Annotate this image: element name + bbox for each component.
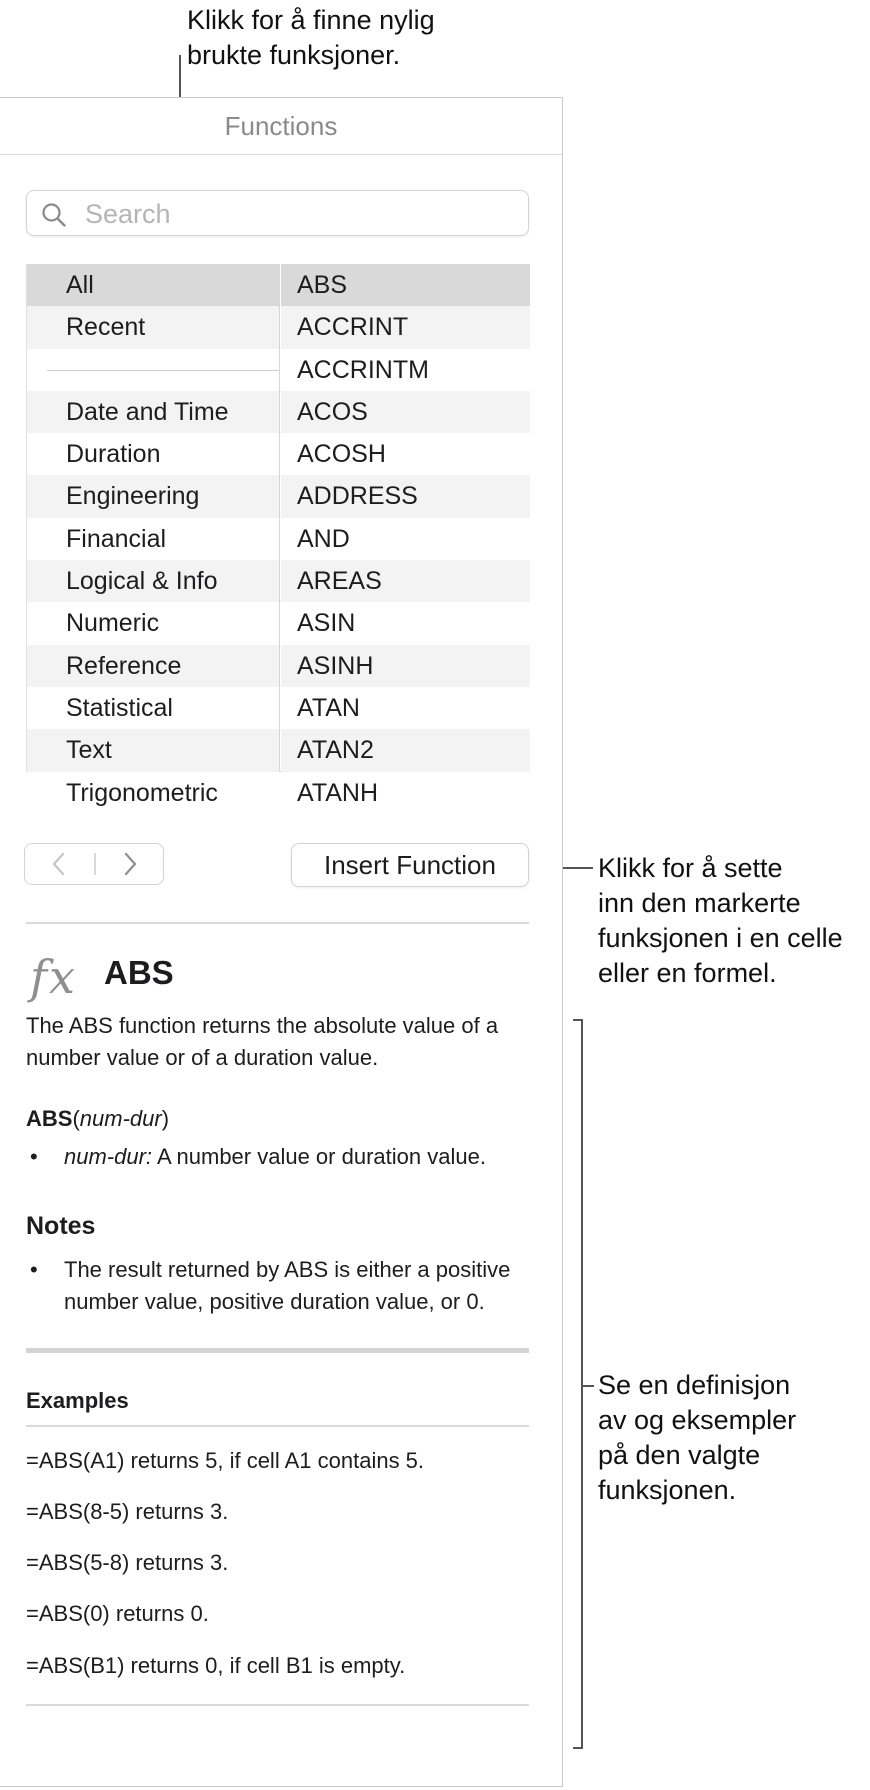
callout-insert-line3: funksjonen i en celle — [598, 923, 843, 953]
param-item — [26, 1141, 526, 1205]
example-item: =ABS(0) returns 0. — [26, 1601, 209, 1626]
syntax-close: ) — [161, 1106, 170, 1131]
function-description: The ABS function returns the absolute value of a number value or of a duration value. — [26, 1013, 499, 1070]
callout-recent-line1: Klikk for å finne nylig — [187, 5, 435, 35]
chevron-right-icon — [96, 844, 164, 884]
note-item — [26, 1254, 526, 1350]
function-browser — [26, 264, 530, 807]
function-item[interactable]: ADDRESS — [281, 475, 530, 517]
param-description: A number value or duration value. — [152, 1144, 486, 1169]
function-item[interactable]: ACOS — [281, 391, 530, 433]
callout-recent-line2: brukte funksjoner. — [187, 40, 401, 70]
category-item[interactable]: Date and Time — [27, 391, 279, 433]
back-button[interactable] — [25, 844, 93, 884]
callout-definition-line2: av og eksempler — [598, 1405, 797, 1435]
category-item[interactable]: Engineering — [27, 475, 279, 517]
callout-definition-line1: Se en definisjon — [598, 1370, 791, 1400]
examples-bottom-divider — [26, 1704, 529, 1706]
detail-divider — [26, 922, 529, 924]
bullet-dot: • — [30, 1257, 38, 1282]
history-nav — [24, 843, 164, 885]
callout-definition-leader — [582, 1385, 594, 1387]
function-item[interactable]: ACCRINT — [281, 306, 530, 348]
callout-definition-bracket — [573, 1019, 583, 1749]
callout-recent — [187, 3, 435, 73]
category-item[interactable]: Financial — [66, 524, 167, 553]
function-item[interactable]: ATAN — [297, 693, 360, 722]
forward-button[interactable] — [96, 844, 164, 884]
category-item[interactable]: Reference — [27, 645, 279, 687]
note-text: The result returned by ABS is either a positive number value, positive duration value, or 0. — [64, 1257, 511, 1314]
syntax-function: ABS — [26, 1106, 73, 1131]
function-item[interactable]: ABS — [281, 264, 530, 306]
function-item[interactable]: ACOSH — [297, 440, 386, 469]
insert-function-button[interactable]: Insert Function — [291, 843, 529, 887]
category-item[interactable]: All — [27, 264, 279, 306]
syntax-argument: num-dur — [79, 1106, 162, 1131]
function-name: ABS — [104, 954, 174, 991]
category-separator — [27, 349, 279, 391]
category-item[interactable]: Trigonometric — [66, 778, 218, 807]
fx-icon: fx — [30, 950, 77, 1004]
callout-insert — [598, 851, 843, 991]
param-name: num-dur: — [64, 1144, 153, 1169]
functions-panel — [0, 97, 563, 1787]
example-item: =ABS(8-5) returns 3. — [26, 1499, 229, 1524]
separator-line — [47, 370, 279, 372]
category-item[interactable]: Statistical — [66, 693, 173, 722]
callout-definition — [598, 1368, 796, 1508]
category-item[interactable]: Text — [27, 729, 279, 771]
function-item[interactable]: AREAS — [281, 560, 530, 602]
search-input[interactable] — [83, 197, 507, 231]
function-item[interactable]: ACCRINTM — [297, 355, 429, 384]
panel-title: Functions — [0, 98, 562, 155]
examples-heading: Examples — [26, 1388, 129, 1413]
callout-insert-line4: eller en formel. — [598, 958, 777, 988]
category-item[interactable]: Numeric — [66, 609, 160, 638]
function-item[interactable]: ATAN2 — [281, 729, 530, 771]
callout-definition-line4: funksjonen. — [598, 1475, 737, 1505]
syntax-open: ( — [72, 1106, 80, 1131]
callout-insert-line2: inn den markerte — [598, 888, 801, 918]
function-list — [281, 264, 530, 807]
chevron-left-icon — [25, 844, 93, 884]
notes-heading: Notes — [26, 1212, 96, 1240]
search-icon — [41, 202, 67, 228]
function-item[interactable]: ASINH — [281, 645, 530, 687]
function-item[interactable]: AND — [297, 524, 350, 553]
examples-divider-thick — [26, 1348, 529, 1353]
example-item: =ABS(5-8) returns 3. — [26, 1550, 229, 1575]
example-item: =ABS(A1) returns 5, if cell A1 contains 5. — [26, 1448, 425, 1473]
category-item[interactable]: Recent — [27, 306, 279, 348]
function-item[interactable]: ATANH — [297, 778, 379, 807]
category-item[interactable]: Duration — [66, 440, 161, 469]
category-item[interactable]: Logical & Info — [27, 560, 279, 602]
function-item[interactable]: ASIN — [297, 609, 356, 638]
category-list — [27, 264, 280, 807]
search-field[interactable] — [26, 190, 529, 236]
bullet-dot: • — [30, 1144, 38, 1169]
example-item: =ABS(B1) returns 0, if cell B1 is empty. — [26, 1653, 406, 1678]
callout-insert-line1: Klikk for å sette — [598, 853, 783, 883]
callout-definition-line3: på den valgte — [598, 1440, 761, 1470]
function-syntax — [26, 1106, 169, 1132]
examples-divider — [26, 1425, 529, 1427]
param-text — [64, 1141, 526, 1173]
